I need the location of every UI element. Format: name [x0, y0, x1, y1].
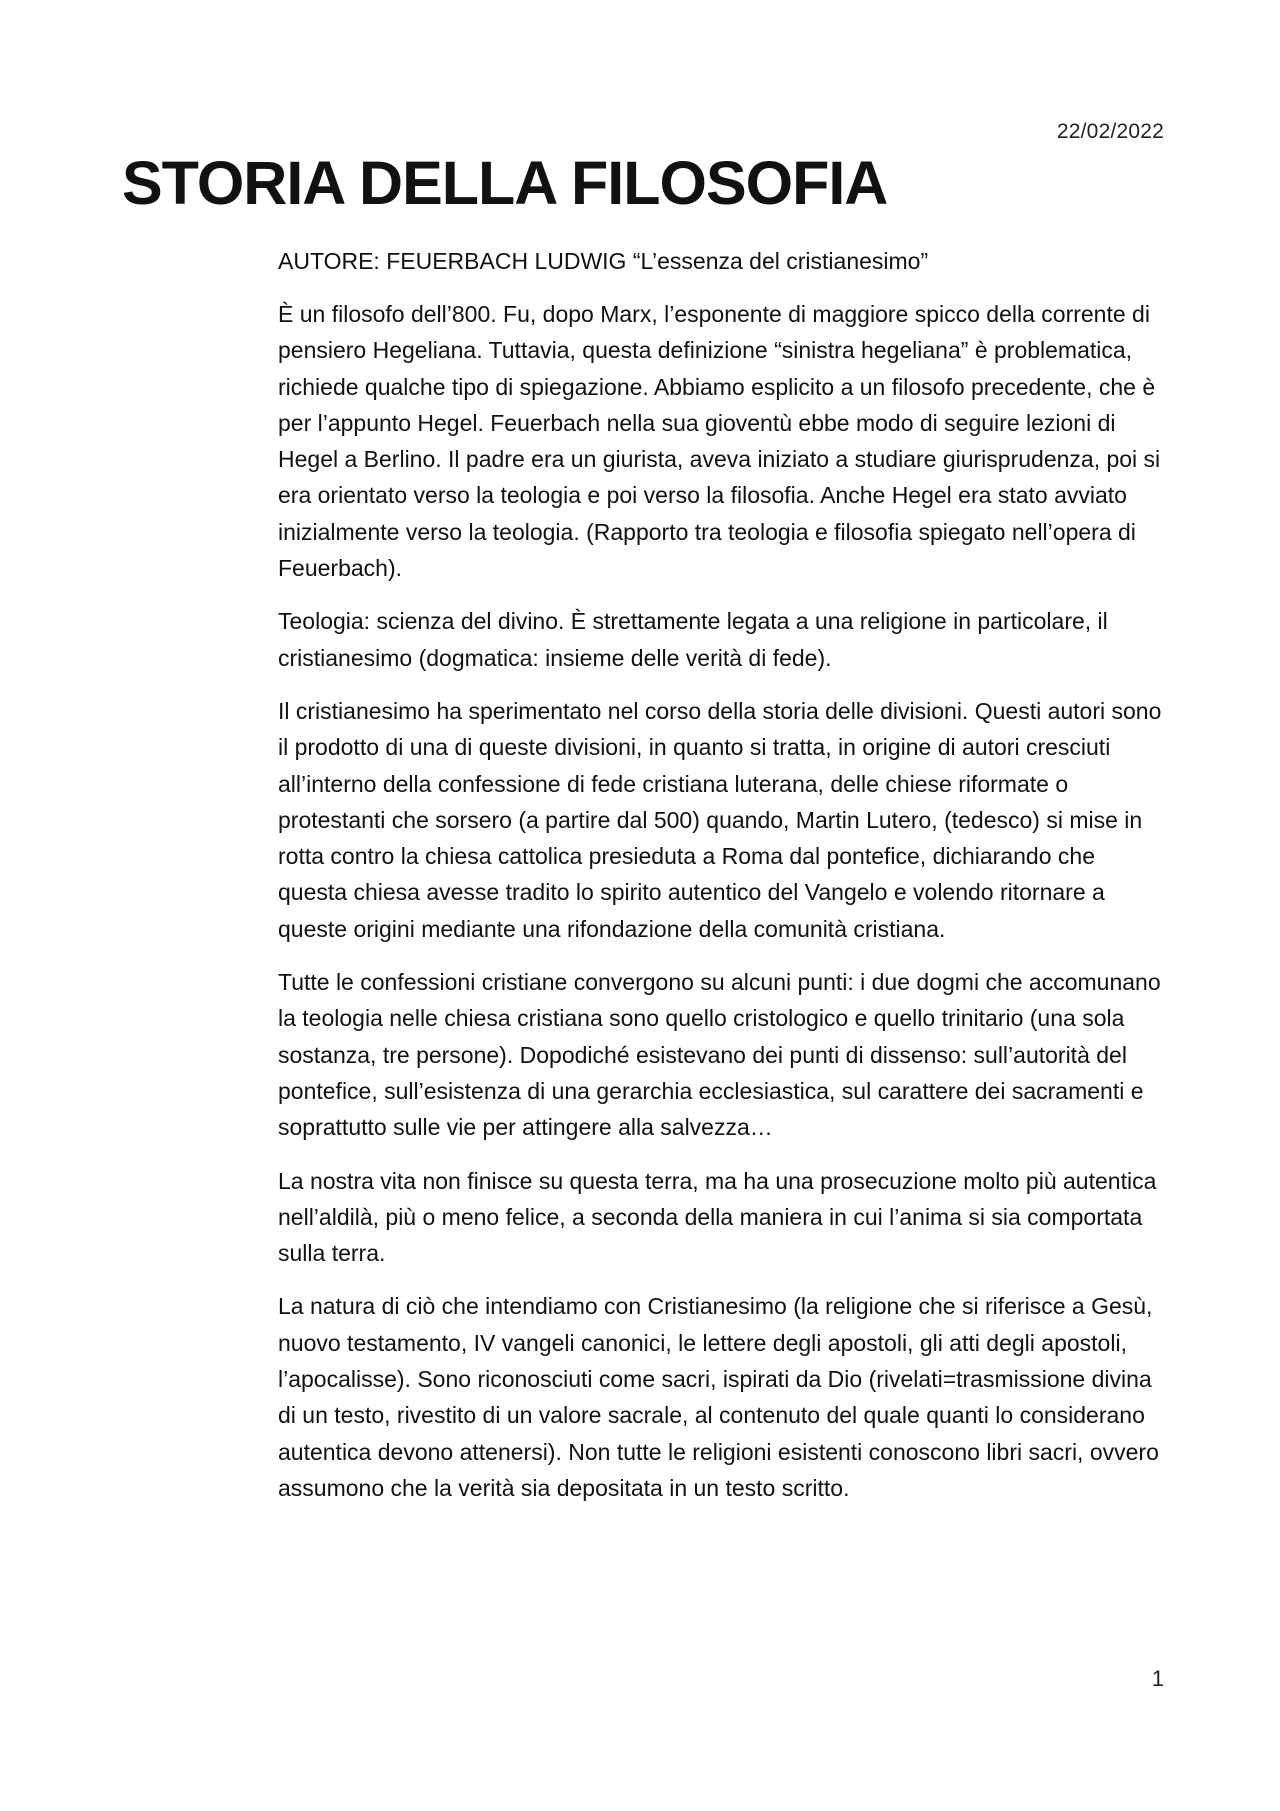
paragraph: La nostra vita non finisce su questa terra, ma ha una prosecuzione molto più autentica nell’aldilà, più o meno felice, a seconda della maniera in cui l’anima si sia comportata sulla terra.: [278, 1167, 1157, 1267]
author-subtitle: AUTORE: FEUERBACH LUDWIG “L’essenza del cristianesimo”: [278, 248, 929, 274]
paragraph: È un filosofo dell’800. Fu, dopo Marx, l’esponente di maggiore spicco della corrente di pensiero Hegeliana. Tuttavia, questa definizione “sinistra hegeliana” è problematica, richiede qualche tipo di spiegazione. Abbiamo esplicito a un filosofo precedente, che è per l’appunto Hegel. Feuerbach nella sua gioventù ebbe modo di seguire lezioni di Hegel a Berlino. Il padre era un giurista, aveva iniziato a studiare giurisprudenza, poi si era orientato verso la teologia e poi verso la filosofia. Anche Hegel era stato avviato inizialmente verso la teologia. (Rapporto tra teologia e filosofia spiegato nell’opera di Feuerbach).: [278, 301, 1161, 582]
page-title: STORIA DELLA FILOSOFIA: [122, 149, 888, 217]
paragraph: Tutte le confessioni cristiane convergono su alcuni punti: i due dogmi che accomunano la teologia nelle chiesa cristiana sono quello cristologico e quello trinitario (una sola sostanza, tre persone). Dopodiché esistevano dei punti di dissenso: sull’autorità del pontefice, sull’esistenza di una gerarchia ecclesiastica, sul carattere dei sacramenti e soprattutto sulle vie per attingere alla salvezza…: [278, 969, 1161, 1141]
paragraph: Il cristianesimo ha sperimentato nel corso della storia delle divisioni. Questi autori sono il prodotto di una di queste divisioni, in quanto si tratta, in origine di autori cresciuti all’interno della confessione di fede cristiana luterana, delle chiese riformate o protestanti che sorsero (a partire dal 500) quando, Martin Lutero, (tedesco) si mise in rotta contro la chiesa cattolica presieduta a Roma dal pontefice, dichiarando che questa chiesa avesse tradito lo spirito autentico del Vangelo e volendo ritornare a queste origini mediante una rifondazione della comunità cristiana.: [278, 697, 1162, 942]
paragraph: La natura di ciò che intendiamo con Cristianesimo (la religione che si riferisce a Gesù, nuovo testamento, IV vangeli canonici, le lettere degli apostoli, gli atti degli apostoli, l’apocalisse). Sono riconosciuti come sacri, ispirati da Dio (rivelati=trasmissione divina di un testo, rivestito di un valore sacrale, al contenuto del quale quanti lo considerano autentica devono attenersi). Non tutte le religioni esistenti conoscono libri sacri, ovvero assumono che la verità sia depositata in un testo scritto.: [278, 1293, 1159, 1501]
document-body: [278, 243, 1168, 1523]
page-number: 1: [1151, 1666, 1164, 1691]
document-date: 22/02/2022: [1056, 120, 1164, 143]
paragraph: Teologia: scienza del divino. È strettamente legata a una religione in particolare, il cristianesimo (dogmatica: insieme delle verità di fede).: [278, 608, 1108, 671]
